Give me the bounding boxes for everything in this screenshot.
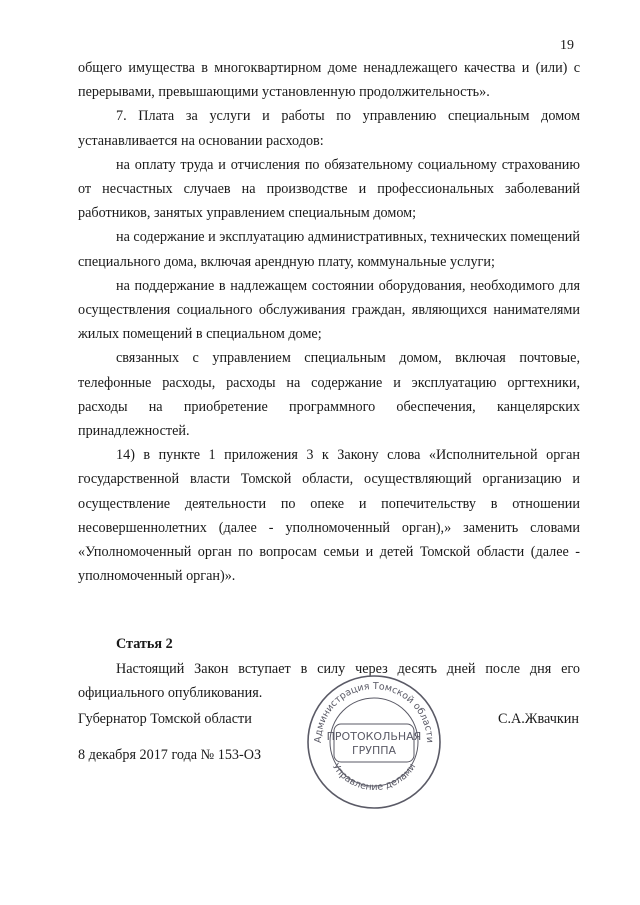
paragraph: общего имущества в многоквартирном доме ненадлежащего качества и (или) с перерывами, превышающими установленную продолжительность». [78,60,580,101]
paragraph: 7. Плата за услуги и работы по управлению специальным домом устанавливается на основании расходов: [78,108,580,149]
paragraph: связанных с управлением специальным домом, включая почтовые, телефонные расходы, расходы на содержание и эксплуатацию оргтехники, расходы на приобретение программного обеспечения, канцелярских принадлежностей. [78,350,580,440]
page-number: 19 [560,38,574,53]
law-date-number: 8 декабря 2017 года № 153-ОЗ [78,747,262,763]
paragraph: на содержание и эксплуатацию административных, технических помещений специального дома, включая арендную плату, коммунальные услуги; [78,229,580,270]
paragraph: на поддержание в надлежащем состоянии оборудования, необходимого для осуществления социального обслуживания граждан, являющихся нанимателями жилых помещений в специальном доме; [78,277,580,343]
spacer [78,588,580,632]
article-text: Настоящий Закон вступает в силу через десять дней после дня его официального опубликования. [78,660,580,701]
signatory-name: С.А.Жвачкин [498,711,579,727]
paragraph: на оплату труда и отчисления по обязательному социальному страхованию от несчастных случаев на производстве и профессиональных заболеваний работников, занятых управлением специальным домом; [78,156,580,222]
stamp-outer-bottom-text: Управление делами [329,761,419,794]
signatory-position: Губернатор Томской области [78,711,252,727]
stamp-outer-top-text: Администрация Томской области [312,680,436,744]
stamp-inner-line2: ГРУППА [351,744,397,757]
stamp-inner-line1: ПРОТОКОЛЬНАЯ [326,730,422,743]
paragraph: 14) в пункте 1 приложения 3 к Закону слова «Исполнительной орган государственной власти Томской области, осуществляющий организацию и осуществление деятельности по опеке и попечительству в отношении несовершеннолетних (далее - уполномоченный орган),» заменить словами «Уполномоченный орган по вопросам семьи и детей Томской области (далее - уполномоченный орган)». [78,447,580,585]
official-stamp [304,672,444,812]
article-heading: Статья 2 [116,636,173,653]
document-body [78,56,580,705]
